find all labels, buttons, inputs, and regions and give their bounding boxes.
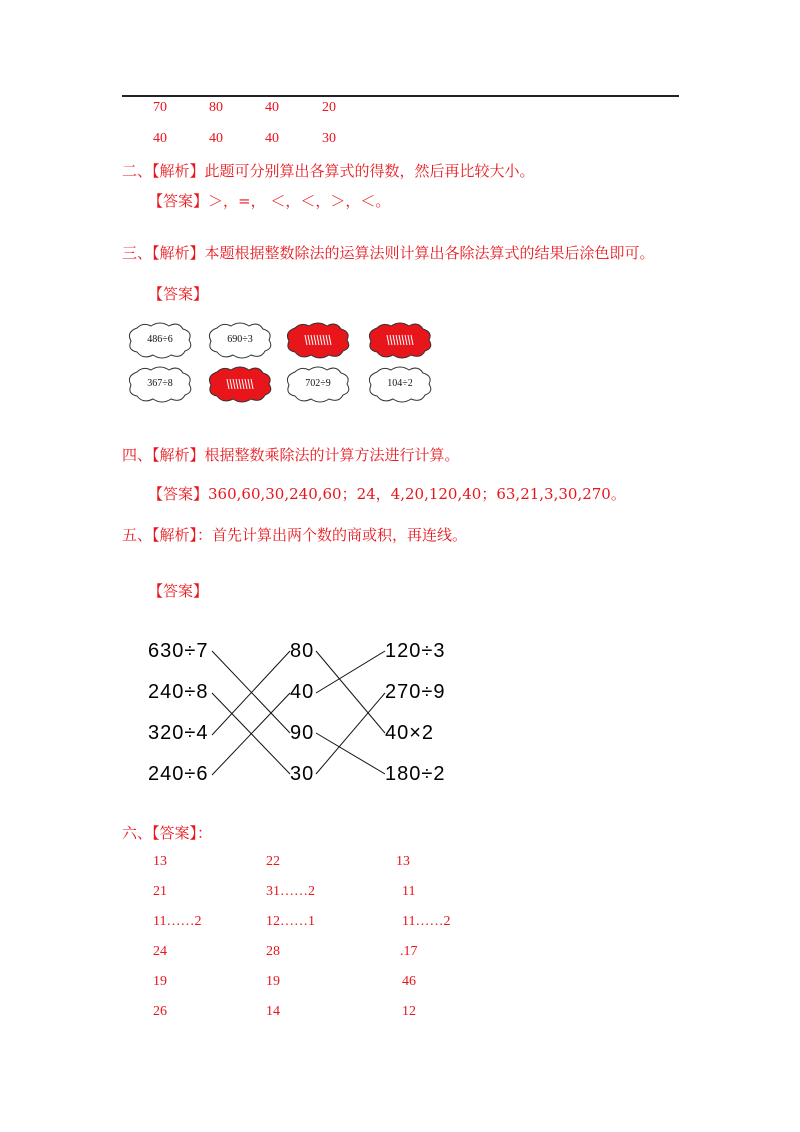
section2-answer: 【答案】＞，=， ＜，＜，＞，＜。: [148, 192, 391, 210]
middle-value: 30: [290, 763, 315, 785]
section2-analysis: 二、【解析】此题可分别算出各算式的得数，然后再比较大小。: [122, 162, 535, 180]
answer-cell: 26: [153, 1004, 167, 1019]
right-expression: 270÷9: [385, 681, 446, 703]
answer-cell: 46: [402, 974, 416, 989]
section5-answer-label: 【答案】: [148, 582, 209, 600]
answer-cell: 24: [153, 944, 167, 959]
answer-cell: 11……2: [153, 914, 202, 929]
middle-value: 90: [290, 722, 315, 744]
match-line: [316, 651, 385, 693]
answer-cell: 31……2: [266, 884, 315, 899]
answer-cell: 19: [153, 974, 167, 989]
top-cell: 40: [265, 131, 279, 146]
cloud-expression: 702÷9: [305, 378, 331, 389]
cloud-expression: 367÷8: [147, 378, 173, 389]
section3-answer-label: 【答案】: [148, 285, 209, 303]
match-line: [316, 733, 385, 774]
right-expression: 40×2: [385, 722, 435, 744]
section6-label: 六、【答案】：: [122, 824, 213, 842]
right-expression: 120÷3: [385, 640, 446, 662]
top-cell: 40: [265, 100, 279, 115]
cloud-expression: 690÷3: [227, 334, 253, 345]
match-line: [316, 693, 385, 774]
section5-analysis: 五、【解析】：首先计算出两个数的商或积，再连线。: [122, 526, 468, 544]
answer-cell: 21: [153, 884, 167, 899]
answer-cell: 11……2: [402, 914, 451, 929]
section3-analysis: 三、【解析】本题根据整数除法的运算法则计算出各除法算式的结果后涂色即可。: [122, 244, 655, 262]
left-expression: 630÷7: [148, 640, 209, 662]
middle-value: 80: [290, 640, 315, 662]
top-cell: 80: [209, 100, 223, 115]
answer-cell: 13: [153, 854, 167, 869]
left-expression: 240÷6: [148, 763, 209, 785]
left-expression: 240÷8: [148, 681, 209, 703]
answer-cell: 19: [266, 974, 280, 989]
answer-cell: 13: [396, 854, 410, 869]
answer-cell: 22: [266, 854, 280, 869]
top-cell: 40: [209, 131, 223, 146]
top-cell: 20: [322, 100, 336, 115]
answer-cell: 28: [266, 944, 280, 959]
left-expression: 320÷4: [148, 722, 209, 744]
top-cell: 40: [153, 131, 167, 146]
cloud-expression: 486÷6: [147, 334, 173, 345]
section4-answer: 【答案】360,60,30,240,60；24，4,20,120,40；63,21,3,30,270。: [148, 485, 626, 503]
cloud-expression: 104÷2: [387, 378, 413, 389]
answer-cell: .17: [400, 944, 418, 959]
top-cell: 30: [322, 131, 336, 146]
answer-cell: 12……1: [266, 914, 315, 929]
answer-cell: 12: [402, 1004, 416, 1019]
right-expression: 180÷2: [385, 763, 446, 785]
match-line: [316, 651, 385, 733]
middle-value: 40: [290, 681, 315, 703]
answer-cell: 14: [266, 1004, 280, 1019]
top-cell: 70: [153, 100, 167, 115]
section4-analysis: 四、【解析】根据整数乘除法的计算方法进行计算。: [122, 446, 460, 464]
answer-cell: 11: [402, 884, 416, 899]
